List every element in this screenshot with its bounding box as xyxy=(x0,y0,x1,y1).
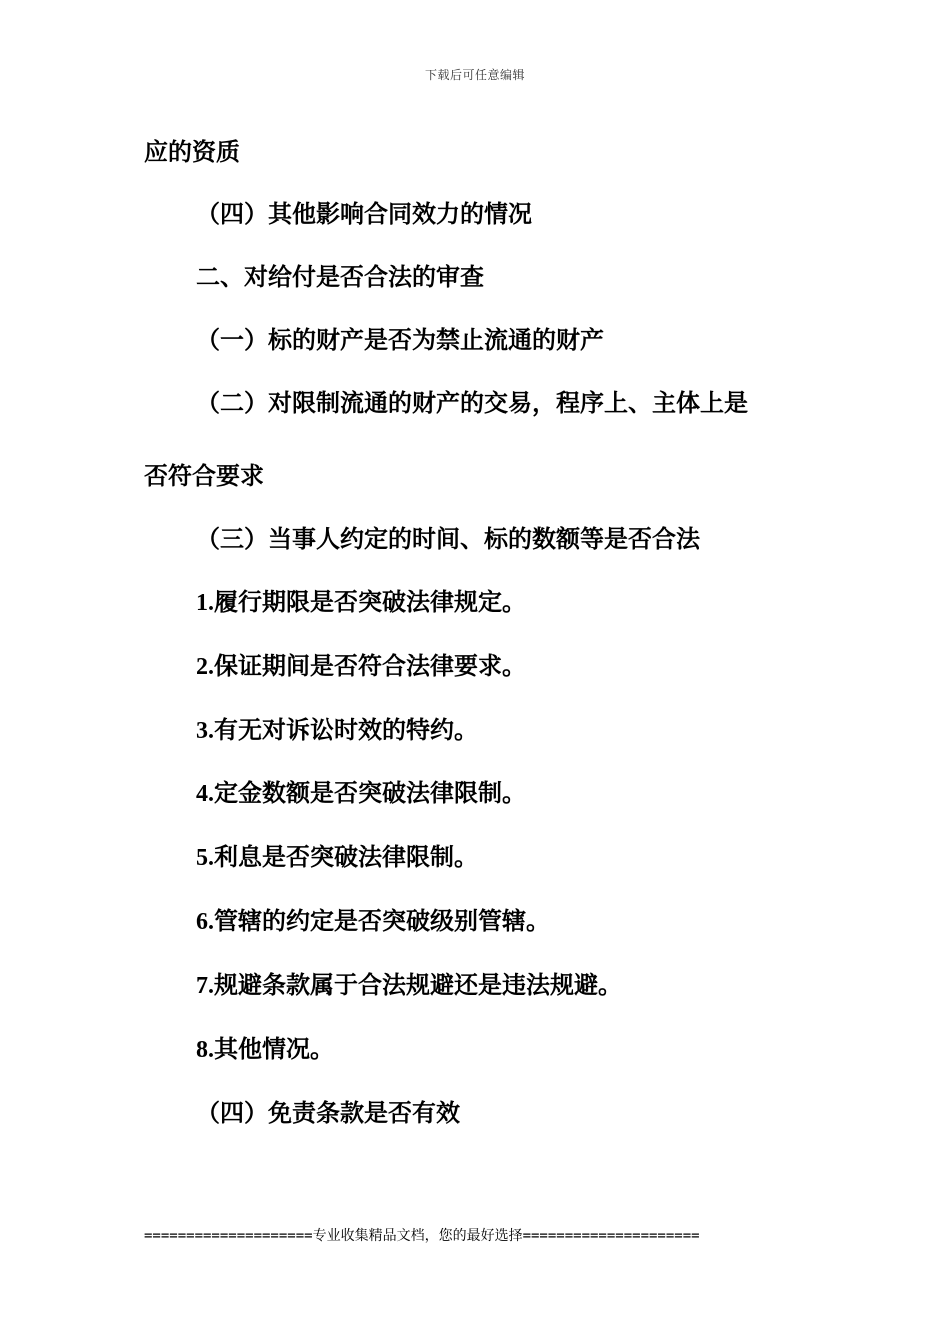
list-item-number: 6. xyxy=(196,909,214,935)
list-item xyxy=(196,906,550,937)
list-item-number: 7. xyxy=(196,973,214,999)
list-item-text: 规避条款属于合法规避还是违法规避。 xyxy=(214,970,622,999)
page-header: 下载后可任意编辑 xyxy=(424,68,525,82)
section-heading-2: 二、对给付是否合法的审查 xyxy=(196,262,484,291)
list-item-text: 利息是否突破法律限制。 xyxy=(214,842,478,871)
list-item-text: 定金数额是否突破法律限制。 xyxy=(214,778,526,807)
list-item xyxy=(196,778,526,809)
list-item-number: 5. xyxy=(196,845,214,871)
subsection-heading-4-exemption: （四）免责条款是否有效 xyxy=(196,1098,460,1127)
list-item xyxy=(196,715,478,746)
list-item xyxy=(196,651,526,682)
list-item-number: 4. xyxy=(196,781,214,807)
list-item xyxy=(196,970,622,1001)
subsection-heading-2-continuation: 否符合要求 xyxy=(144,461,264,490)
list-item-text: 保证期间是否符合法律要求。 xyxy=(214,651,526,680)
list-item-text: 其他情况。 xyxy=(214,1034,334,1063)
subsection-heading-1: （一）标的财产是否为禁止流通的财产 xyxy=(196,325,604,354)
list-item-number: 2. xyxy=(196,654,214,680)
list-item-number: 8. xyxy=(196,1037,214,1063)
text-line-continuation: 应的资质 xyxy=(144,137,240,166)
list-item-text: 履行期限是否突破法律规定。 xyxy=(214,587,526,616)
list-item-text: 管辖的约定是否突破级别管辖。 xyxy=(214,906,550,935)
list-item-number: 1. xyxy=(196,590,214,616)
list-item xyxy=(196,1034,334,1065)
subsection-heading-3: （三）当事人约定的时间、标的数额等是否合法 xyxy=(196,524,700,553)
list-item xyxy=(196,587,526,618)
list-item xyxy=(196,842,478,873)
list-item-text: 有无对诉讼时效的特约。 xyxy=(214,715,478,744)
list-item-number: 3. xyxy=(196,718,214,744)
subsection-heading-2: （二）对限制流通的财产的交易，程序上、主体上是 xyxy=(196,388,748,417)
page-footer: ====================专业收集精品文档，您的最好选择===================== xyxy=(144,1228,700,1244)
subsection-heading-4: （四）其他影响合同效力的情况 xyxy=(196,199,532,228)
